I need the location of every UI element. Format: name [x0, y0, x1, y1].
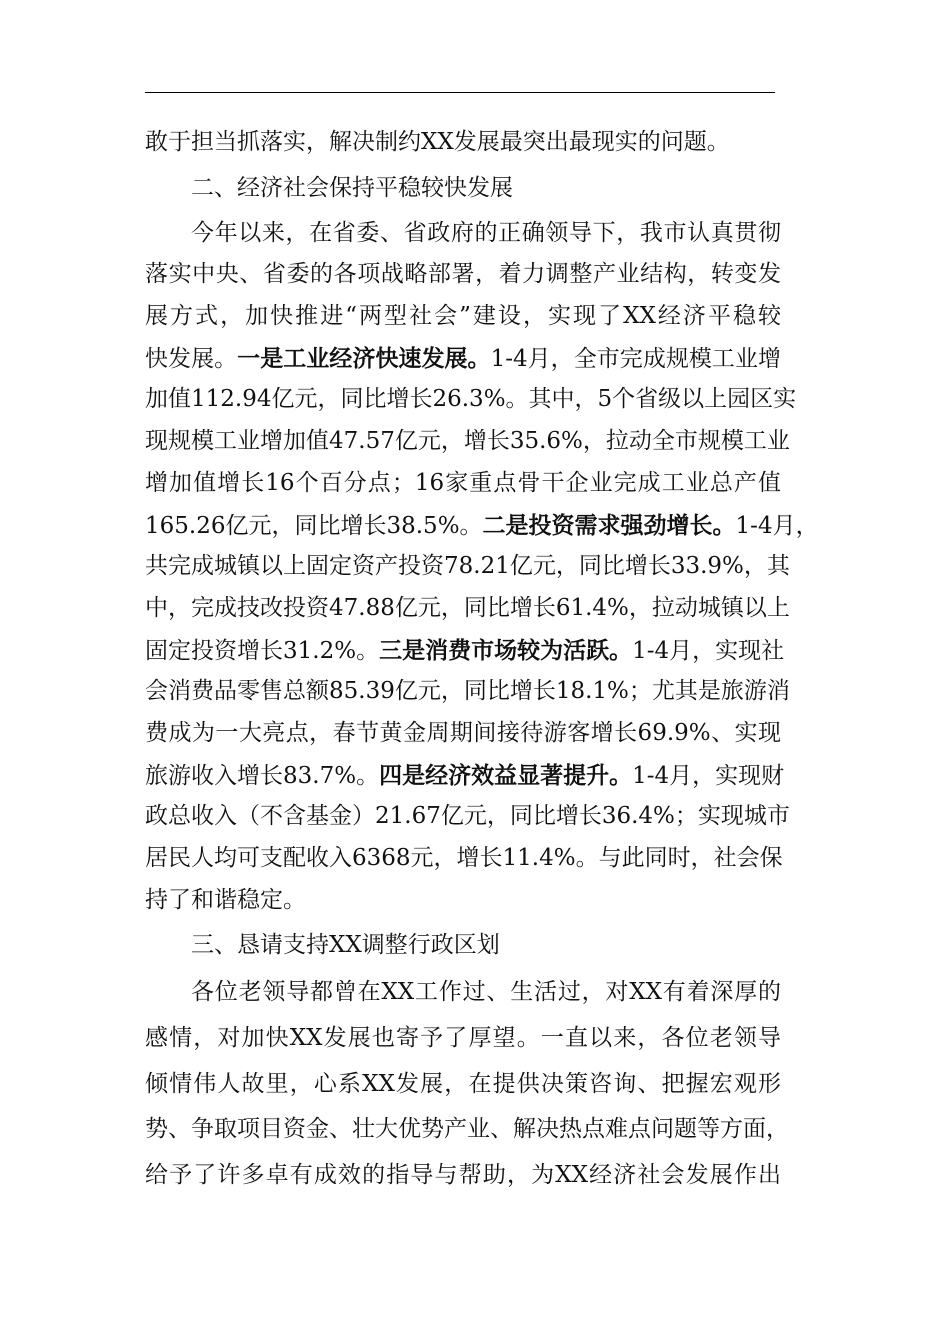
- paragraph-line: 给予了许多卓有成效的指导与帮助，为XX经济社会发展作出: [145, 1162, 781, 1189]
- paragraph-line: 现规模工业增加值47.57亿元，增长35.6%，拉动全市规模工业: [145, 428, 790, 455]
- section-heading-3: 三、恳请支持XX调整行政区划: [191, 932, 500, 959]
- paragraph-line: 持了和谐稳定。: [145, 886, 306, 913]
- bold-point-3: 三是消费市场较为活跃。: [379, 636, 633, 664]
- paragraph-line: 增加值增长16个百分点；16家重点骨干企业完成工业总产值: [145, 469, 781, 496]
- section-2-paragraph: [145, 213, 819, 922]
- plain-text: 1-4月，全市完成规模工业增: [490, 345, 782, 372]
- paragraph-line: 政总收入（不含基金）21.67亿元，同比增长36.4%；实现城市: [145, 803, 790, 830]
- paragraph-line: [145, 505, 819, 547]
- paragraph-line: 各位老领导都曾在XX工作过、生活过，对XX有着深厚的: [191, 979, 781, 1006]
- plain-text: 1-4月，实现财: [632, 762, 785, 789]
- paragraph-line: 展方式，加快推进“两型社会”建设，实现了XX经济平稳较: [145, 303, 781, 330]
- paragraph-line: 落实中央、省委的各项战略部署，着力调整产业结构，转变发: [145, 261, 781, 288]
- paragraph-line: [145, 338, 781, 380]
- paragraph-line: 共完成城镇以上固定资产投资78.21亿元，同比增长33.9%，其: [145, 553, 790, 580]
- paragraph-line: 居民人均可支配收入6368元，增长11.4%。与此同时，社会保: [145, 845, 783, 871]
- paragraph-line: 势、争取项目资金、壮大优势产业、解决热点难点问题等方面，: [145, 1116, 789, 1143]
- section-3-paragraph: [145, 970, 789, 1198]
- header-rule: [145, 92, 775, 93]
- paragraph-line: 倾情伟人故里，心系XX发展，在提供决策咨询、把握宏观形: [145, 1070, 781, 1097]
- plain-text: 旅游收入增长83.7%。: [145, 762, 380, 789]
- plain-text: 1-4月，: [735, 512, 819, 539]
- paragraph-line: 会消费品零售总额85.39亿元，同比增长18.1%；尤其是旅游消: [145, 678, 790, 705]
- bold-point-2: 二是投资需求强劲增长。: [482, 511, 736, 539]
- plain-text: 固定投资增长31.2%。: [145, 637, 380, 664]
- paragraph-line: 敢于担当抓落实，解决制约XX发展最突出最现实的问题。: [145, 129, 730, 155]
- paragraph-line: 费成为一大亮点，春节黄金周期间接待游客增长69.9%、实现: [145, 719, 781, 746]
- plain-text: 165.26亿元，同比增长38.5%。: [145, 512, 483, 539]
- plain-text: 快发展。: [145, 345, 238, 372]
- section-heading-2: 二、经济社会保持平稳较快发展: [191, 174, 513, 201]
- paragraph-line: 今年以来，在省委、省政府的正确领导下，我市认真贯彻: [191, 219, 781, 246]
- paragraph-line: [145, 755, 785, 797]
- document-body: [145, 122, 819, 1199]
- bold-point-1: 一是工业经济快速发展。: [237, 344, 491, 372]
- paragraph-line: 中，完成技改投资47.88亿元，同比增长61.4%，拉动城镇以上: [145, 594, 790, 621]
- bold-point-4: 四是经济效益显著提升。: [379, 761, 633, 789]
- paragraph-line: [145, 630, 785, 672]
- paragraph-line: 感情，对加快XX发展也寄予了厚望。一直以来，各位老领导: [145, 1025, 781, 1052]
- paragraph-line: 加值112.94亿元，同比增长26.3%。其中，5个省级以上园区实: [145, 386, 797, 413]
- plain-text: 1-4月，实现社: [632, 637, 785, 664]
